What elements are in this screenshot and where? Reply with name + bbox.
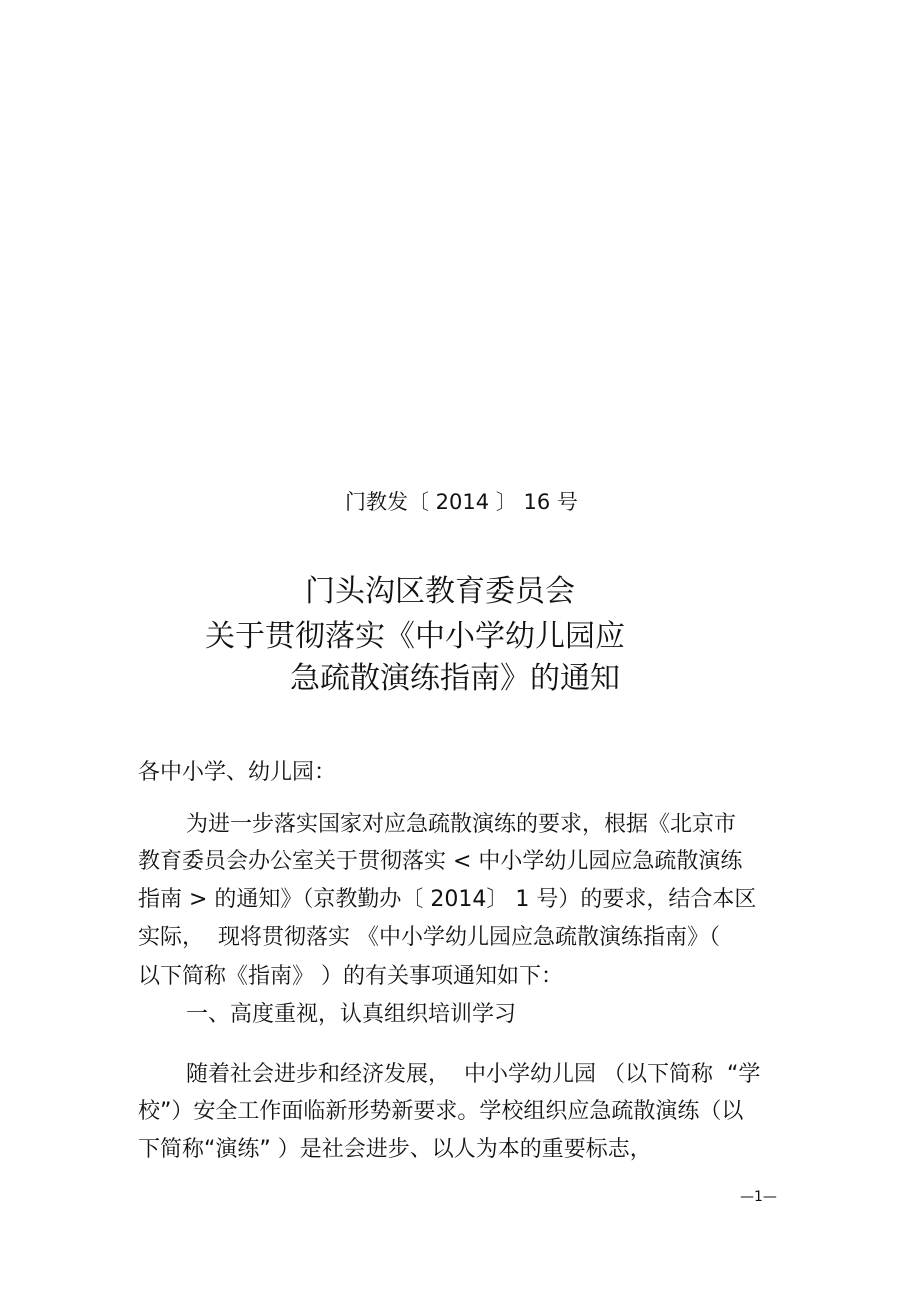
- paragraph-line: 指南 > 的通知》（京教勤办〔 2014〕 1 号）的要求，结合本区: [138, 887, 757, 912]
- paragraph-line: 随着社会进步和经济发展， 中小学幼儿园 （以下简称 “学: [186, 1062, 761, 1087]
- salutation: 各中小学、幼儿园：: [138, 760, 337, 785]
- paragraph-line: 校”）安全工作面临新形势新要求。学校组织应急疏散演练（以: [138, 1099, 744, 1124]
- paragraph-line: 下简称“演练” ）是社会进步、以人为本的重要标志，: [138, 1137, 652, 1162]
- paragraph-line: 以下简称《指南》 ）的有关事项通知如下：: [138, 964, 563, 989]
- section-heading: 一、高度重视，认真组织培训学习: [186, 1002, 517, 1027]
- paragraph-line: 为进一步落实国家对应急疏散演练的要求，根据《北京市: [186, 812, 737, 837]
- paragraph-line: 教育委员会办公室关于贯彻落实 < 中小学幼儿园应急疏散演练: [138, 849, 743, 874]
- page-number: —1—: [740, 1189, 777, 1205]
- title-line-2: 关于贯彻落实《中小学幼儿园应: [205, 619, 625, 654]
- paragraph-line: 实际， 现将贯彻落实 《中小学幼儿园应急疏散演练指南》（: [138, 925, 720, 950]
- document-number: 门教发〔 2014 〕 16 号: [345, 490, 578, 514]
- title-line-1: 门头沟区教育委员会: [305, 574, 575, 609]
- title-line-3: 急疏散演练指南》的通知: [290, 661, 620, 696]
